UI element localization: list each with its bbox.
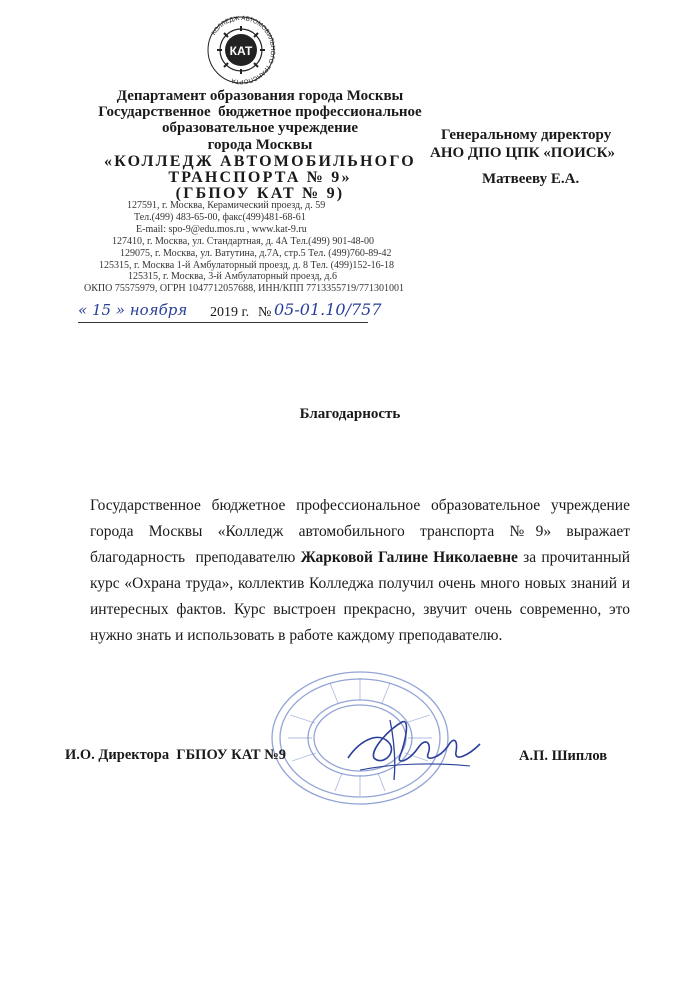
- date-handwritten: « 15 » ноября: [78, 301, 188, 319]
- phone-line: Тел.(499) 483-65-00, факс(499)481-68-61: [134, 212, 306, 223]
- email-line: E-mail: spo-9@edu.mos.ru , www.kat-9.ru: [136, 224, 307, 235]
- document-title: Благодарность: [299, 406, 401, 422]
- registration-codes: ОКПО 75575979, ОГРН 1047712057688, ИНН/КПП 7713355719/771301001: [84, 283, 404, 294]
- address-line: 127410, г. Москва, ул. Стандартная, д. 4А Тел.(499) 901-48-00: [112, 236, 375, 247]
- college-logo-icon: [196, 12, 286, 88]
- signatory-name: А.П. Шиплов: [519, 748, 608, 764]
- teacher-name: Жарковой Галине Николаевне: [300, 549, 518, 566]
- handwritten-signature-icon: [330, 700, 490, 790]
- letter-body: [90, 493, 634, 649]
- addressee-organization: АНО ДПО ЦПК «ПОИСК»: [430, 145, 615, 161]
- department-name: Департамент образования города Москвы: [116, 88, 404, 104]
- addressee-position: Генеральному директору: [441, 127, 612, 143]
- signatory-position: И.О. Директора ГБПОУ КАТ №9: [65, 747, 287, 763]
- date-underline: [78, 322, 368, 323]
- body-text-part-2: за прочитанный курс «Охрана труда», коллектив Колледжа получил очень много новых знаний и интересных фактов. Курс выстроен прекрасно, звучит очень современно, это нужно знать и использовать в работе каждому преподавателю.: [90, 549, 630, 644]
- number-sign: №: [258, 305, 272, 320]
- institution-line-2: образовательное учреждение: [161, 120, 359, 136]
- svg-text:КАТ: КАТ: [229, 44, 253, 58]
- body-text-part-1: Государственное бюджетное профессиональное образовательное учреждение города Москвы «Колледж автомобильного транспорта №9» выражает благодарность преподавателю: [90, 497, 634, 566]
- address-line: 125315, г. Москва 1-й Амбулаторный проезд, д. 8 Тел. (499)152-16-18: [99, 260, 394, 271]
- date-year: 2019 г.: [210, 305, 250, 320]
- college-abbreviation: (ГБПОУ КАТ № 9): [175, 185, 345, 202]
- address-line: 125315, г. Москва, 3-й Амбулаторный проезд, д.6: [128, 271, 337, 282]
- college-name-line-1: «КОЛЛЕДЖ АВТОМОБИЛЬНОГО: [104, 153, 416, 170]
- college-name-line-2: ТРАНСПОРТА № 9»: [168, 169, 352, 186]
- address-line: 127591, г. Москва, Керамический проезд, д. 59: [127, 200, 326, 211]
- addressee-name: Матвееву Е.А.: [482, 171, 580, 187]
- outgoing-number-handwritten: 05-01.10/757: [274, 300, 382, 319]
- institution-city: города Москвы: [207, 137, 313, 153]
- address-line: 129075, г. Москва, ул. Ватутина, д.7А, стр.5 Тел. (499)760-89-42: [120, 248, 392, 259]
- institution-line-1: Государственное бюджетное профессиональное: [98, 104, 422, 120]
- svg-text:КОЛЛЕДЖ АВТОМОБИЛЬНОГО ТРАНСПО: КОЛЛЕДЖ АВТОМОБИЛЬНОГО ТРАНСПОРТА: [210, 14, 277, 86]
